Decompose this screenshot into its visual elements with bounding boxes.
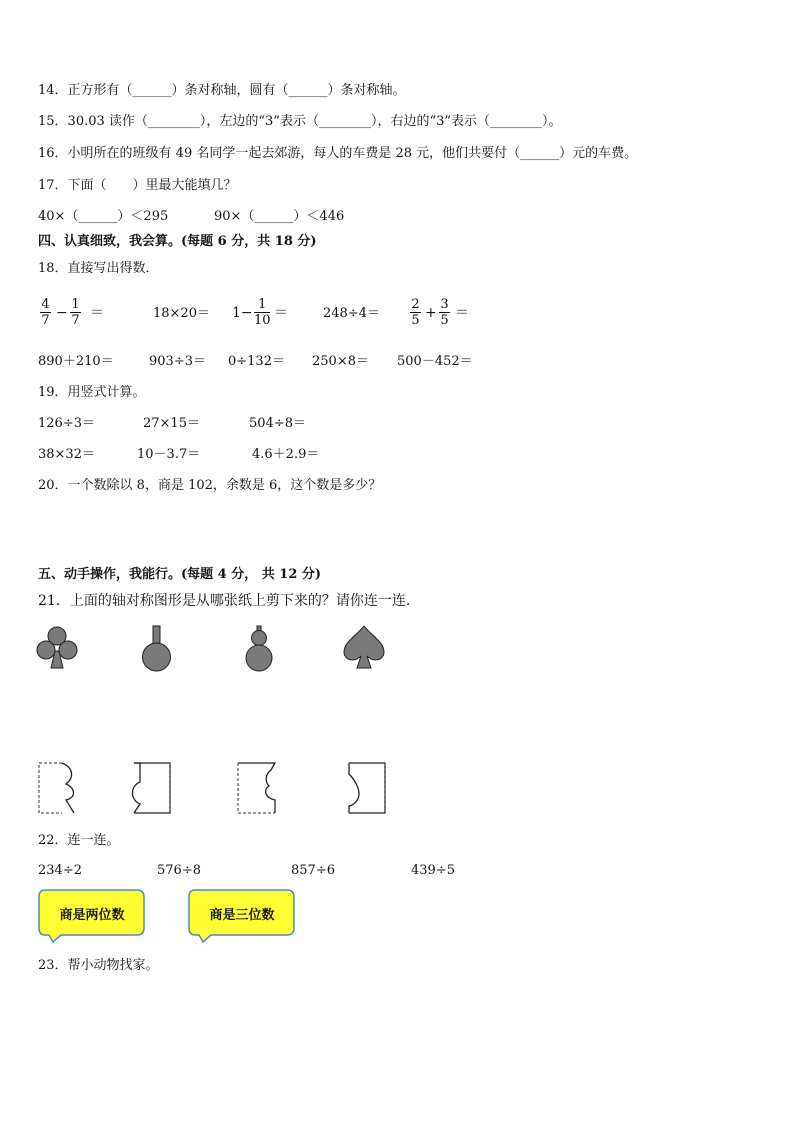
fraction-1-7 [70,297,81,328]
fraction-numerator: 4 [41,297,50,312]
expression: 890＋210＝ [38,354,114,369]
equals-sign: ＝ [455,305,469,321]
fraction-3-5 [439,297,450,328]
expression-248div4: 248÷4＝ [323,306,380,321]
club-shape-icon [36,625,78,671]
question-17-item-a: 40×（______）＜295 [38,209,169,224]
fraction-denominator: 5 [440,313,449,328]
fraction-2-5 [410,297,421,328]
plus-sign: + [425,305,437,321]
expression-18x20: 18×20＝ [153,306,210,321]
question-20: 20．一个数除以 8，商是 102，余数是 6，这个数是多少？ [38,478,382,493]
folded-paper-club-icon [38,762,78,814]
equals-sign: ＝ [274,305,288,321]
equals-sign: ＝ [90,305,104,321]
folded-paper-spade-icon [345,762,387,814]
expression: 4.6＋2.9＝ [252,447,320,462]
fraction-denominator: 5 [411,313,420,328]
expression: 27×15＝ [143,416,200,431]
expression: 250×8＝ [312,354,369,369]
fraction-numerator: 3 [440,297,449,312]
bubble-three-digit-quotient[interactable] [187,888,297,944]
folded-paper-gourd-icon [237,762,277,814]
section-5-heading: 五、动手操作，我能行。(每题 4 分， 共 12 分) [38,567,322,582]
bubble-two-digit-quotient[interactable] [37,888,147,944]
question-15: 15．30.03 读作（________），左边的“3”表示（________），右边的“3”表示（________）。 [38,114,562,129]
question-14: 14．正方形有（______）条对称轴，圆有（______）条对称轴。 [38,83,406,98]
question-19: 19．用竖式计算。 [38,385,146,400]
question-17: 17．下面（ ）里最大能填几？ [38,178,237,193]
question-21: 21．上面的轴对称图形是从哪张纸上剪下来的？请你连一连. [38,593,411,609]
bubble-label: 商是两位数 [59,908,125,923]
fraction-denominator: 10 [254,313,271,328]
fraction-1-10 [254,297,271,328]
question-17-item-b: 90×（______）＜446 [214,209,345,224]
expression: 504÷8＝ [249,416,306,431]
expression: 38×32＝ [38,447,95,462]
minus-sign: − [56,305,68,321]
folded-paper-keyhole-icon [132,762,172,814]
one-minus: 1− [232,305,253,321]
fraction-numerator: 2 [411,297,420,312]
question-16: 16．小明所在的班级有 49 名同学一起去郊游，每人的车费是 28 元，他们共要付（______）元的车费。 [38,146,638,161]
fraction-numerator: 1 [258,297,267,312]
section-4-heading: 四、认真细致，我会算。(每题 6 分，共 18 分) [38,234,317,249]
keyhole-shape-icon [140,625,174,673]
expression: 126÷3＝ [38,416,95,431]
fraction-denominator: 7 [71,313,80,328]
division-expression: 857÷6 [291,863,335,878]
fraction-4-7 [40,297,51,328]
division-expression: 234÷2 [38,863,82,878]
spade-shape-icon [342,624,386,670]
bubble-label: 商是三位数 [209,908,275,923]
expression: 0÷132＝ [228,354,285,369]
question-22: 22．连一连。 [38,833,120,848]
division-expression: 439÷5 [411,863,455,878]
division-expression: 576÷8 [157,863,201,878]
expression: 500－452＝ [397,354,473,369]
question-18: 18．直接写出得数． [38,261,159,276]
expression: 903÷3＝ [149,354,206,369]
fraction-denominator: 7 [41,313,50,328]
question-23: 23．帮小动物找家。 [38,958,159,973]
fraction-numerator: 1 [71,297,80,312]
expression: 10－3.7＝ [137,447,201,462]
gourd-shape-icon [244,625,274,673]
